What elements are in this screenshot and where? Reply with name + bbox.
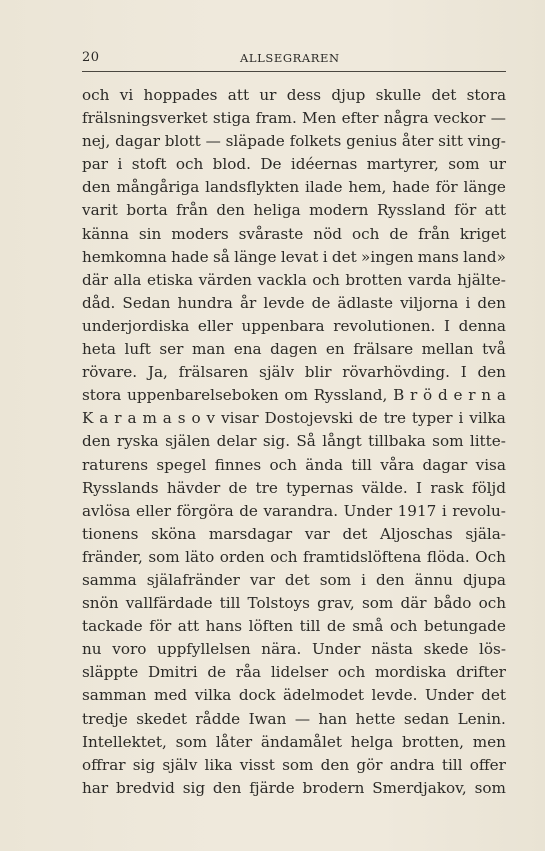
text-line: känna sin moders svåraste nöd och de från kriget	[82, 224, 506, 243]
text-line: samma själafränder var det som i den ännu djupa	[82, 570, 506, 589]
text-line: släppte Dmitri de råa lidelser och mordiska drifter	[82, 663, 506, 682]
text-line: offrar sig själv lika visst som den gör andra till offer	[82, 755, 506, 774]
text-line: frälsningsverket stiga fram. Men efter några veckor —	[82, 109, 506, 128]
text-line: och vi hoppades att ur dess djup skulle det stora	[82, 86, 506, 104]
text-line: underjordiska eller uppenbara revolutionen. I denna	[82, 316, 506, 335]
text-line: tredje skedet rådde Iwan — han hette sedan Lenin.	[82, 709, 506, 728]
text-line: tackade för att hans löften till de små och betungade	[82, 617, 506, 636]
text-line: heta luft ser man ena dagen en frälsare mellan två	[82, 340, 506, 359]
text-line: dåd. Sedan hundra år levde de ädlaste viljorna i den	[82, 293, 506, 312]
text-line: snön vallfärdade till Tolstoys grav, som där bådo och	[82, 594, 506, 613]
text-line: den mångåriga landsflykten ilade hem, hade för länge	[82, 178, 506, 197]
text-line: avlösa eller förgöra de varandra. Under 1917 i revolu-	[82, 501, 506, 520]
text-line: fränder, som läto orden och framtidslöftena flöda. Och	[82, 547, 506, 566]
text-line: K a r a m a s o v visar Dostojevski de tre typer i vilka	[82, 409, 506, 428]
text-line: tionens sköna marsdagar var det Aljoschas själa-	[82, 524, 506, 543]
text-line: varit borta från den heliga modern Ryssland för att	[82, 201, 506, 220]
running-title: ALLSEGRAREN	[240, 51, 340, 65]
text-line: hemkomna hade så länge levat i det »ingen mans land»	[82, 247, 506, 266]
text-line: Intellektet, som låter ändamålet helga brotten, men	[82, 732, 506, 751]
body-text	[82, 84, 506, 800]
text-line: par i stoft och blod. De idéernas martyrer, som ur	[82, 155, 506, 174]
header-rule	[82, 71, 506, 72]
text-line: där alla etiska värden vackla och brotten varda hjälte-	[82, 270, 506, 289]
text-line: samman med vilka dock ädelmodet levde. Under det	[82, 686, 506, 705]
text-line: har bredvid sig den fjärde brodern Smerdjakov, som	[82, 778, 506, 797]
text-line: stora uppenbarelseboken om Ryssland, B r ö d e r n a	[82, 386, 506, 405]
page-header	[82, 50, 506, 68]
text-line: nej, dagar blott — släpade folkets genius åter sitt ving-	[82, 132, 506, 151]
text-line: rövare. Ja, frälsaren själv blir rövarhövding. I den	[82, 363, 506, 382]
text-line: den ryska själen delar sig. Så långt tillbaka som litte-	[82, 432, 506, 451]
page-number: 20	[82, 50, 100, 65]
text-line: raturens spegel finnes och ända till våra dagar visa	[82, 455, 506, 474]
text-line: nu voro uppfyllelsen nära. Under nästa skede lös-	[82, 640, 506, 659]
text-line: Rysslands hävder de tre typernas välde. I rask följd	[82, 478, 506, 497]
